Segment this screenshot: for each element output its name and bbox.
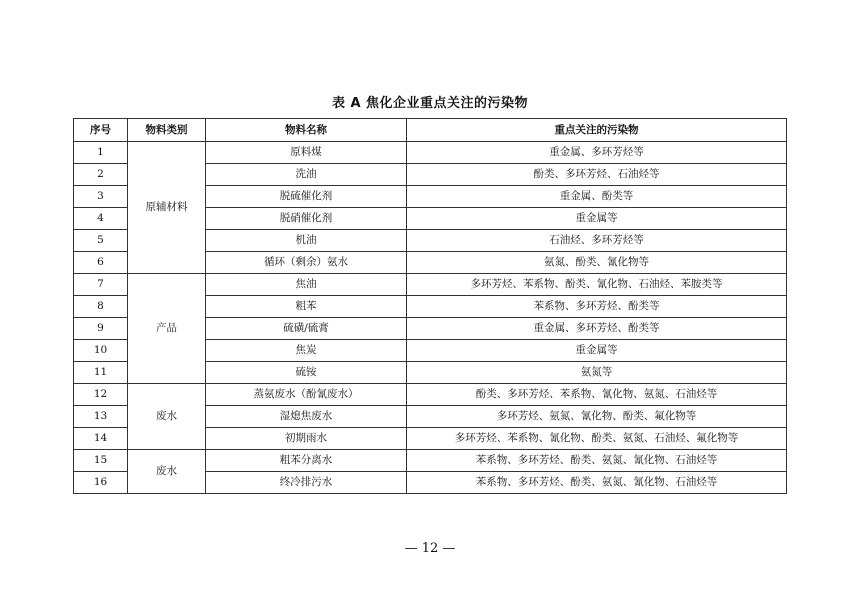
pollutants: 苯系物、多环芳烃、酚类、氨氮、氰化物、石油烃等 <box>407 450 787 472</box>
row-no: 8 <box>74 296 128 318</box>
pollutants: 重金属等 <box>407 208 787 230</box>
material-name: 硫铵 <box>206 362 407 384</box>
pollutants: 苯系物、多环芳烃、酚类等 <box>407 296 787 318</box>
pollutants: 石油烃、多环芳烃等 <box>407 230 787 252</box>
material-name: 焦油 <box>206 274 407 296</box>
pollutants: 多环芳烃、苯系物、酚类、氰化物、石油烃、苯胺类等 <box>407 274 787 296</box>
pollutants: 苯系物、多环芳烃、酚类、氨氮、氰化物、石油烃等 <box>407 472 787 494</box>
table-row <box>74 142 787 164</box>
material-name: 硫磺/硫膏 <box>206 318 407 340</box>
row-no: 9 <box>74 318 128 340</box>
row-no: 11 <box>74 362 128 384</box>
row-no: 3 <box>74 186 128 208</box>
material-name: 洗油 <box>206 164 407 186</box>
row-no: 13 <box>74 406 128 428</box>
material-name: 脱硫催化剂 <box>206 186 407 208</box>
row-no: 7 <box>74 274 128 296</box>
pollutants: 酚类、多环芳烃、苯系物、氰化物、氨氮、石油烃等 <box>407 384 787 406</box>
row-no: 4 <box>74 208 128 230</box>
material-name: 原料煤 <box>206 142 407 164</box>
pollutants: 重金属、多环芳烃、酚类等 <box>407 318 787 340</box>
pollutants: 多环芳烃、氨氮、氰化物、酚类、氟化物等 <box>407 406 787 428</box>
material-name: 焦炭 <box>206 340 407 362</box>
pollutants: 氨氮、酚类、氰化物等 <box>407 252 787 274</box>
table-row <box>74 384 787 406</box>
category-cell: 原辅材料 <box>128 142 206 274</box>
material-name: 终冷排污水 <box>206 472 407 494</box>
table-row <box>74 450 787 472</box>
category-cell: 产品 <box>128 274 206 384</box>
table-title: 表 A 焦化企业重点关注的污染物 <box>331 96 529 111</box>
material-name: 湿熄焦废水 <box>206 406 407 428</box>
category-cell: 废水 <box>128 384 206 450</box>
row-no: 12 <box>74 384 128 406</box>
pollutant-table <box>73 118 787 494</box>
pollutants: 氨氮等 <box>407 362 787 384</box>
row-no: 16 <box>74 472 128 494</box>
table-header-row <box>74 119 787 142</box>
row-no: 5 <box>74 230 128 252</box>
material-name: 脱硝催化剂 <box>206 208 407 230</box>
pollutants: 重金属、多环芳烃等 <box>407 142 787 164</box>
row-no: 1 <box>74 142 128 164</box>
row-no: 10 <box>74 340 128 362</box>
row-no: 2 <box>74 164 128 186</box>
pollutants: 重金属等 <box>407 340 787 362</box>
material-name: 循环（剩余）氨水 <box>206 252 407 274</box>
material-name: 蒸氨废水（酚氰废水） <box>206 384 407 406</box>
row-no: 14 <box>74 428 128 450</box>
material-name: 粗苯分离水 <box>206 450 407 472</box>
page-number: — 12 — <box>404 541 456 556</box>
material-name: 初期雨水 <box>206 428 407 450</box>
header-no: 序号 <box>74 119 128 142</box>
pollutants: 重金属、酚类等 <box>407 186 787 208</box>
material-name: 粗苯 <box>206 296 407 318</box>
header-category: 物料类别 <box>128 119 206 142</box>
material-name: 机油 <box>206 230 407 252</box>
category-cell: 废水 <box>128 450 206 494</box>
table-row <box>74 274 787 296</box>
pollutants: 多环芳烃、苯系物、氰化物、酚类、氨氮、石油烃、氟化物等 <box>407 428 787 450</box>
pollutants: 酚类、多环芳烃、石油烃等 <box>407 164 787 186</box>
header-pollutants: 重点关注的污染物 <box>407 119 787 142</box>
header-name: 物料名称 <box>206 119 407 142</box>
row-no: 6 <box>74 252 128 274</box>
row-no: 15 <box>74 450 128 472</box>
